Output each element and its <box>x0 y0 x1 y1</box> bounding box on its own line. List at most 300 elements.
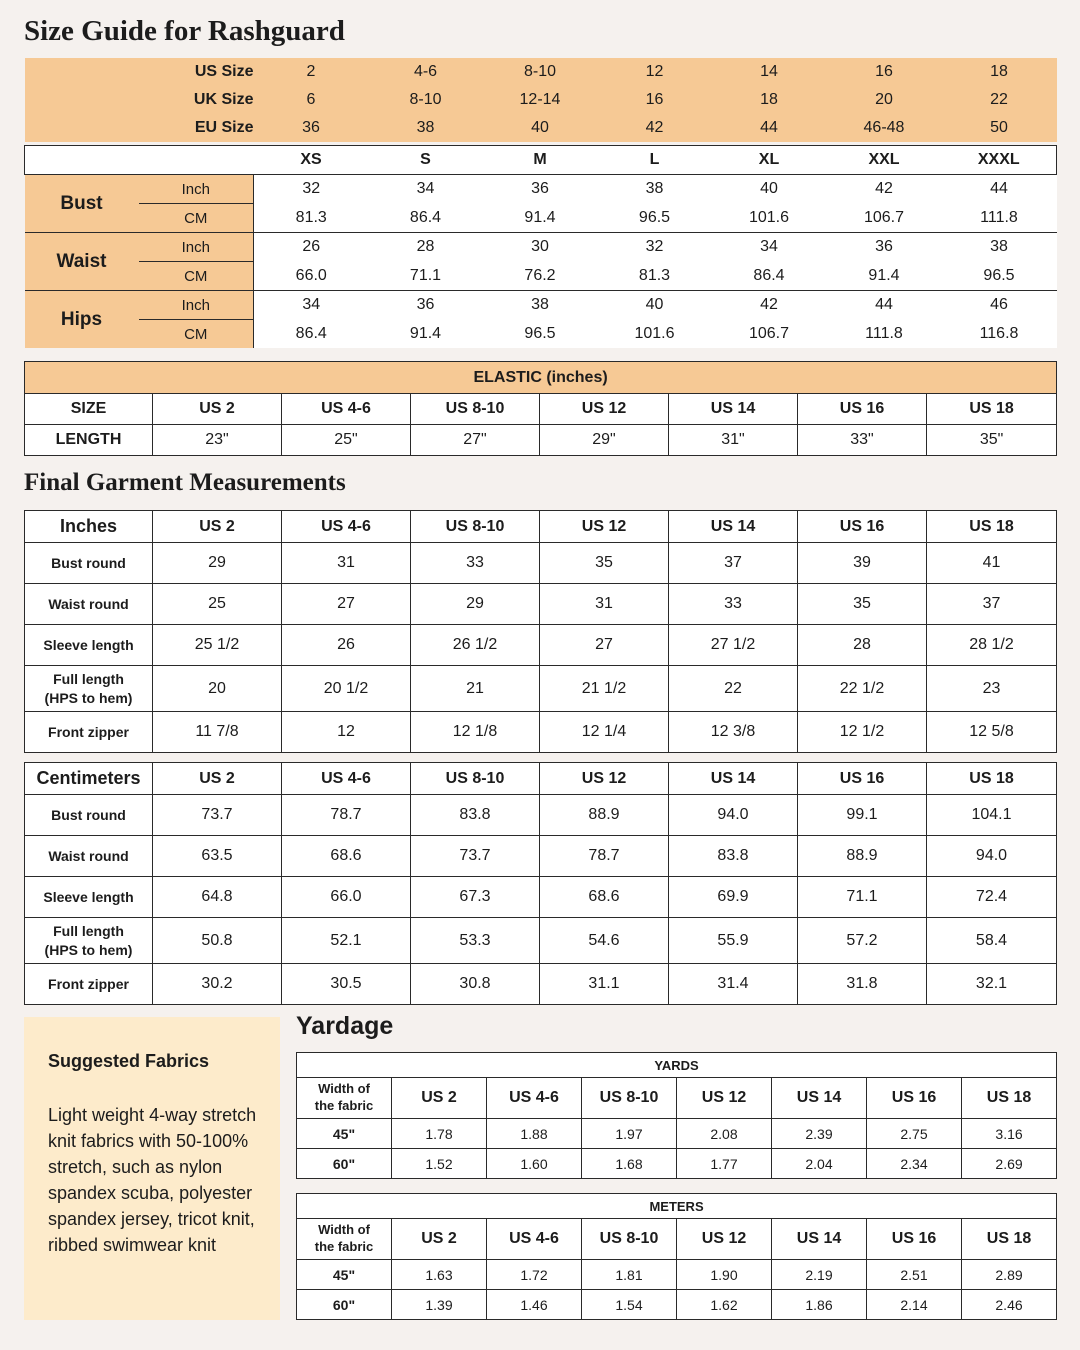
garment-value: 68.6 <box>540 877 669 918</box>
garment-value: 32.1 <box>927 964 1057 1005</box>
garment-value: 28 1/2 <box>927 625 1057 666</box>
garment-header-row <box>25 763 1057 795</box>
yardage-row <box>297 1260 1057 1290</box>
garment-value: 28 <box>798 625 927 666</box>
elastic-size: US 14 <box>669 394 798 425</box>
measurement-value: 30 <box>483 233 598 262</box>
garment-value: 53.3 <box>411 918 540 964</box>
size-value: 22 <box>942 86 1057 114</box>
elastic-length-row <box>25 425 1057 456</box>
yardage-value: 1.81 <box>582 1260 677 1290</box>
garment-value: 88.9 <box>540 795 669 836</box>
measurement-value: 91.4 <box>483 204 598 233</box>
elastic-length: 33" <box>798 425 927 456</box>
garment-value: 71.1 <box>798 877 927 918</box>
yardage-meters-table <box>296 1193 1057 1320</box>
size-value: 40 <box>483 114 598 142</box>
fabric-width: 60" <box>297 1149 392 1179</box>
garment-value: 78.7 <box>282 795 411 836</box>
unit-label: Inch <box>139 233 254 262</box>
garment-value: 12 1/4 <box>540 712 669 753</box>
measurement-value: 44 <box>827 291 942 320</box>
garment-header-row <box>25 511 1057 543</box>
garment-value: 41 <box>927 543 1057 584</box>
suggested-fabrics-text: Light weight 4-way stretch knit fabrics with 50-100% stretch, such as nylon spandex scuba, polyester spandex jersey, tricot knit, ribbed swimwear knit <box>48 1105 257 1255</box>
letter-size-blank <box>25 146 254 175</box>
garment-value: 66.0 <box>282 877 411 918</box>
measurement-value: 86.4 <box>369 204 483 233</box>
garment-size: US 4-6 <box>282 763 411 795</box>
yardage-size: US 4-6 <box>487 1219 582 1260</box>
garment-row-label-line: Bust round <box>51 554 126 571</box>
garment-value: 57.2 <box>798 918 927 964</box>
garment-row-label-line: Full length <box>53 671 124 688</box>
garment-row-label <box>25 666 153 712</box>
width-of-fabric-line: the fabric <box>314 1239 374 1254</box>
yardage-value: 1.90 <box>677 1260 772 1290</box>
yardage-size: US 16 <box>867 1219 962 1260</box>
garment-value: 30.8 <box>411 964 540 1005</box>
garment-row-label <box>25 712 153 753</box>
garment-row-label-line: Front zipper <box>48 975 129 992</box>
measurement-value: 38 <box>942 233 1057 262</box>
garment-value: 27 <box>282 584 411 625</box>
garment-value: 37 <box>669 543 798 584</box>
garment-value: 104.1 <box>927 795 1057 836</box>
garment-row-label <box>25 625 153 666</box>
yardage-value: 1.72 <box>487 1260 582 1290</box>
garment-row <box>25 918 1057 964</box>
yardage-value: 1.62 <box>677 1290 772 1320</box>
size-value: 18 <box>712 86 827 114</box>
size-conversion-row <box>25 86 1057 114</box>
garment-value: 22 1/2 <box>798 666 927 712</box>
garment-row <box>25 543 1057 584</box>
unit-label: Inch <box>139 291 254 320</box>
garment-value: 12 5/8 <box>927 712 1057 753</box>
measurement-value: 66.0 <box>254 262 369 291</box>
width-of-fabric-label <box>297 1219 392 1260</box>
width-of-fabric-label <box>297 1078 392 1119</box>
garment-value: 54.6 <box>540 918 669 964</box>
letter-size: XXXL <box>942 146 1057 175</box>
elastic-length: 29" <box>540 425 669 456</box>
garment-value: 30.5 <box>282 964 411 1005</box>
garment-size: US 18 <box>927 763 1057 795</box>
garment-value: 25 1/2 <box>153 625 282 666</box>
garment-value: 12 <box>282 712 411 753</box>
garment-row <box>25 584 1057 625</box>
garment-value: 12 1/8 <box>411 712 540 753</box>
elastic-title-row <box>25 362 1057 394</box>
garment-value: 27 <box>540 625 669 666</box>
garment-size: US 16 <box>798 763 927 795</box>
measurement-value: 42 <box>827 175 942 204</box>
garment-row <box>25 836 1057 877</box>
size-value: 44 <box>712 114 827 142</box>
size-system-label: UK Size <box>25 86 254 114</box>
measurement-row <box>25 291 1057 320</box>
garment-size: US 16 <box>798 511 927 543</box>
unit-label: Inch <box>139 175 254 204</box>
measurement-name: Hips <box>25 291 139 349</box>
elastic-length-label: LENGTH <box>25 425 153 456</box>
width-of-fabric-line: Width of <box>318 1222 370 1238</box>
elastic-length: 27" <box>411 425 540 456</box>
yardage-value: 2.51 <box>867 1260 962 1290</box>
yardage-size: US 18 <box>962 1078 1057 1119</box>
yardage-value: 2.39 <box>772 1119 867 1149</box>
yardage-value: 1.97 <box>582 1119 677 1149</box>
measurement-value: 91.4 <box>827 262 942 291</box>
measurement-value: 76.2 <box>483 262 598 291</box>
garment-size: US 8-10 <box>411 763 540 795</box>
measurement-value: 40 <box>598 291 712 320</box>
letter-size: XL <box>712 146 827 175</box>
yardage-yards-table <box>296 1052 1057 1179</box>
measurement-value: 106.7 <box>712 320 827 349</box>
yardage-value: 2.19 <box>772 1260 867 1290</box>
size-system-label: US Size <box>25 58 254 86</box>
measurement-value: 116.8 <box>942 320 1057 349</box>
measurement-row <box>25 204 1057 233</box>
yardage-value: 1.52 <box>392 1149 487 1179</box>
measurement-value: 96.5 <box>483 320 598 349</box>
measurement-value: 101.6 <box>598 320 712 349</box>
garment-row-label <box>25 795 153 836</box>
garment-row-label <box>25 877 153 918</box>
yardage-size: US 2 <box>392 1078 487 1119</box>
garment-row-label-line: Waist round <box>48 595 129 612</box>
garment-value: 31.4 <box>669 964 798 1005</box>
yardage-caption: METERS <box>297 1194 1057 1219</box>
garment-size: US 14 <box>669 511 798 543</box>
garment-cm-table <box>24 762 1057 1005</box>
garment-row <box>25 666 1057 712</box>
size-guide-table <box>24 58 1057 348</box>
yardage-row <box>297 1290 1057 1320</box>
yardage-size: US 14 <box>772 1078 867 1119</box>
elastic-size: US 12 <box>540 394 669 425</box>
measurement-name: Bust <box>25 175 139 233</box>
garment-value: 25 <box>153 584 282 625</box>
measurement-value: 71.1 <box>369 262 483 291</box>
measurement-row <box>25 320 1057 349</box>
garment-value: 83.8 <box>411 795 540 836</box>
yardage-value: 2.34 <box>867 1149 962 1179</box>
yardage-value: 2.89 <box>962 1260 1057 1290</box>
measurement-value: 34 <box>254 291 369 320</box>
garment-value: 31.1 <box>540 964 669 1005</box>
measurement-value: 81.3 <box>598 262 712 291</box>
garment-value: 83.8 <box>669 836 798 877</box>
size-value: 46-48 <box>827 114 942 142</box>
page-title: Size Guide for Rashguard <box>24 15 345 47</box>
measurement-value: 40 <box>712 175 827 204</box>
garment-value: 37 <box>927 584 1057 625</box>
garment-value: 68.6 <box>282 836 411 877</box>
garment-value: 11 7/8 <box>153 712 282 753</box>
elastic-title: ELASTIC (inches) <box>25 362 1057 394</box>
garment-row-label-line: (HPS to hem) <box>44 689 133 706</box>
garment-value: 33 <box>411 543 540 584</box>
measurement-value: 28 <box>369 233 483 262</box>
garment-value: 94.0 <box>927 836 1057 877</box>
measurement-value: 46 <box>942 291 1057 320</box>
measurement-value: 34 <box>712 233 827 262</box>
garment-value: 73.7 <box>153 795 282 836</box>
measurement-value: 96.5 <box>598 204 712 233</box>
garment-value: 30.2 <box>153 964 282 1005</box>
garment-value: 31.8 <box>798 964 927 1005</box>
size-value: 20 <box>827 86 942 114</box>
yardage-header-row <box>297 1219 1057 1260</box>
elastic-table <box>24 361 1057 456</box>
garment-value: 63.5 <box>153 836 282 877</box>
garment-row <box>25 795 1057 836</box>
yardage-title: Yardage <box>296 1012 394 1040</box>
size-value: 8-10 <box>483 58 598 86</box>
yardage-size: US 2 <box>392 1219 487 1260</box>
size-value: 38 <box>369 114 483 142</box>
size-system-label: EU Size <box>25 114 254 142</box>
measurement-value: 86.4 <box>254 320 369 349</box>
garment-value: 31 <box>282 543 411 584</box>
yardage-size: US 8-10 <box>582 1219 677 1260</box>
yardage-size: US 8-10 <box>582 1078 677 1119</box>
garment-value: 73.7 <box>411 836 540 877</box>
garment-value: 29 <box>411 584 540 625</box>
garment-value: 26 <box>282 625 411 666</box>
garment-row <box>25 877 1057 918</box>
yardage-value: 1.68 <box>582 1149 677 1179</box>
letter-size: L <box>598 146 712 175</box>
letter-size: M <box>483 146 598 175</box>
measurement-value: 38 <box>483 291 598 320</box>
yardage-value: 2.04 <box>772 1149 867 1179</box>
size-value: 36 <box>254 114 369 142</box>
garment-value: 35 <box>798 584 927 625</box>
elastic-size: US 16 <box>798 394 927 425</box>
garment-value: 69.9 <box>669 877 798 918</box>
elastic-size: US 18 <box>927 394 1057 425</box>
garment-value: 55.9 <box>669 918 798 964</box>
fabric-width: 45" <box>297 1119 392 1149</box>
garment-unit-label: Inches <box>25 511 153 543</box>
suggested-fabrics-heading: Suggested Fabrics <box>48 1051 210 1071</box>
garment-size: US 14 <box>669 763 798 795</box>
garment-size: US 8-10 <box>411 511 540 543</box>
garment-value: 52.1 <box>282 918 411 964</box>
yardage-value: 1.63 <box>392 1260 487 1290</box>
fabric-width: 60" <box>297 1290 392 1320</box>
garment-value: 35 <box>540 543 669 584</box>
garment-value: 94.0 <box>669 795 798 836</box>
measurement-value: 38 <box>598 175 712 204</box>
measurement-value: 96.5 <box>942 262 1057 291</box>
yardage-row <box>297 1119 1057 1149</box>
measurement-name: Waist <box>25 233 139 291</box>
yardage-value: 2.08 <box>677 1119 772 1149</box>
unit-label: CM <box>139 320 254 349</box>
garment-row-label-line: Bust round <box>51 806 126 823</box>
measurement-value: 44 <box>942 175 1057 204</box>
yardage-size: US 14 <box>772 1219 867 1260</box>
garment-value: 50.8 <box>153 918 282 964</box>
size-value: 4-6 <box>369 58 483 86</box>
garment-row <box>25 964 1057 1005</box>
fabric-width: 45" <box>297 1260 392 1290</box>
yardage-value: 1.46 <box>487 1290 582 1320</box>
garment-row-label-line: Sleeve length <box>43 636 134 653</box>
garment-size: US 2 <box>153 763 282 795</box>
measurement-value: 26 <box>254 233 369 262</box>
yardage-header-row <box>297 1078 1057 1119</box>
elastic-length: 25" <box>282 425 411 456</box>
yardage-value: 1.88 <box>487 1119 582 1149</box>
garment-value: 64.8 <box>153 877 282 918</box>
measurement-value: 36 <box>827 233 942 262</box>
letter-size: S <box>369 146 483 175</box>
garment-value: 67.3 <box>411 877 540 918</box>
garment-row-label-line: Full length <box>53 923 124 940</box>
yardage-value: 2.69 <box>962 1149 1057 1179</box>
measurement-value: 34 <box>369 175 483 204</box>
measurement-value: 86.4 <box>712 262 827 291</box>
yardage-caption: YARDS <box>297 1053 1057 1078</box>
yardage-value: 1.78 <box>392 1119 487 1149</box>
size-conversion-row <box>25 114 1057 142</box>
elastic-size: US 2 <box>153 394 282 425</box>
size-conversion-row <box>25 58 1057 86</box>
garment-row-label-line: Sleeve length <box>43 888 134 905</box>
garment-row <box>25 625 1057 666</box>
measurement-value: 111.8 <box>827 320 942 349</box>
yardage-value: 1.39 <box>392 1290 487 1320</box>
final-garment-title: Final Garment Measurements <box>24 469 346 496</box>
elastic-length: 35" <box>927 425 1057 456</box>
yardage-value: 1.54 <box>582 1290 677 1320</box>
letter-size: XS <box>254 146 369 175</box>
yardage-caption-row <box>297 1053 1057 1078</box>
garment-value: 21 <box>411 666 540 712</box>
elastic-length: 31" <box>669 425 798 456</box>
garment-row-label <box>25 918 153 964</box>
garment-value: 58.4 <box>927 918 1057 964</box>
size-value: 18 <box>942 58 1057 86</box>
letter-size-row <box>25 146 1057 175</box>
measurement-value: 101.6 <box>712 204 827 233</box>
garment-size: US 4-6 <box>282 511 411 543</box>
measurement-value: 111.8 <box>942 204 1057 233</box>
garment-row-label <box>25 584 153 625</box>
garment-size: US 12 <box>540 763 669 795</box>
yardage-value: 2.75 <box>867 1119 962 1149</box>
size-value: 6 <box>254 86 369 114</box>
yardage-value: 1.60 <box>487 1149 582 1179</box>
size-value: 16 <box>598 86 712 114</box>
size-value: 50 <box>942 114 1057 142</box>
garment-value: 88.9 <box>798 836 927 877</box>
garment-size: US 2 <box>153 511 282 543</box>
elastic-size-label: SIZE <box>25 394 153 425</box>
yardage-value: 1.86 <box>772 1290 867 1320</box>
elastic-size: US 8-10 <box>411 394 540 425</box>
size-value: 16 <box>827 58 942 86</box>
measurement-row <box>25 175 1057 204</box>
width-of-fabric-line: the fabric <box>314 1098 374 1113</box>
garment-row-label-line: Waist round <box>48 847 129 864</box>
size-value: 14 <box>712 58 827 86</box>
garment-value: 27 1/2 <box>669 625 798 666</box>
elastic-size: US 4-6 <box>282 394 411 425</box>
garment-inches-table <box>24 510 1057 753</box>
garment-value: 39 <box>798 543 927 584</box>
yardage-size: US 18 <box>962 1219 1057 1260</box>
garment-value: 72.4 <box>927 877 1057 918</box>
garment-value: 23 <box>927 666 1057 712</box>
width-of-fabric-line: Width of <box>318 1081 370 1097</box>
measurement-value: 81.3 <box>254 204 369 233</box>
yardage-value: 3.16 <box>962 1119 1057 1149</box>
garment-value: 99.1 <box>798 795 927 836</box>
elastic-size-row <box>25 394 1057 425</box>
garment-size: US 12 <box>540 511 669 543</box>
measurement-value: 32 <box>254 175 369 204</box>
yardage-size: US 12 <box>677 1219 772 1260</box>
garment-value: 20 1/2 <box>282 666 411 712</box>
yardage-size: US 16 <box>867 1078 962 1119</box>
garment-row-label-line: Front zipper <box>48 723 129 740</box>
garment-value: 78.7 <box>540 836 669 877</box>
garment-row-label <box>25 836 153 877</box>
garment-value: 12 1/2 <box>798 712 927 753</box>
garment-value: 33 <box>669 584 798 625</box>
letter-size: XXL <box>827 146 942 175</box>
garment-value: 22 <box>669 666 798 712</box>
garment-value: 26 1/2 <box>411 625 540 666</box>
garment-value: 12 3/8 <box>669 712 798 753</box>
size-value: 2 <box>254 58 369 86</box>
garment-value: 21 1/2 <box>540 666 669 712</box>
garment-size: US 18 <box>927 511 1057 543</box>
unit-label: CM <box>139 262 254 291</box>
yardage-size: US 12 <box>677 1078 772 1119</box>
garment-row-label <box>25 964 153 1005</box>
measurement-value: 32 <box>598 233 712 262</box>
garment-value: 20 <box>153 666 282 712</box>
size-value: 8-10 <box>369 86 483 114</box>
garment-value: 31 <box>540 584 669 625</box>
yardage-value: 1.77 <box>677 1149 772 1179</box>
garment-unit-label: Centimeters <box>25 763 153 795</box>
measurement-value: 42 <box>712 291 827 320</box>
yardage-value: 2.14 <box>867 1290 962 1320</box>
measurement-row <box>25 262 1057 291</box>
garment-row <box>25 712 1057 753</box>
yardage-caption-row <box>297 1194 1057 1219</box>
measurement-value: 91.4 <box>369 320 483 349</box>
yardage-row <box>297 1149 1057 1179</box>
measurement-value: 36 <box>369 291 483 320</box>
measurement-value: 36 <box>483 175 598 204</box>
measurement-row <box>25 233 1057 262</box>
size-value: 42 <box>598 114 712 142</box>
size-value: 12-14 <box>483 86 598 114</box>
unit-label: CM <box>139 204 254 233</box>
size-value: 12 <box>598 58 712 86</box>
garment-row-label-line: (HPS to hem) <box>44 941 133 958</box>
